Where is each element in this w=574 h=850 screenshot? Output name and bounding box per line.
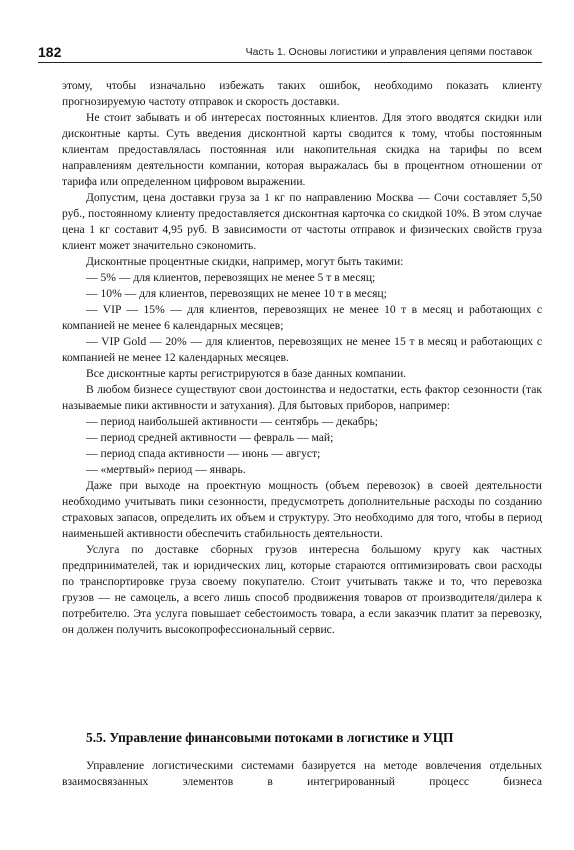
paragraph-8: Услуга по доставке сборных грузов интересна большому кругу как частных предпринимателей, так и юридических лиц, которые стараются оптимизировать свои расходы по транспортировке груза своему покупателю. Стоит учитывать также и то, что перевозка грузов — не самоцель, а всего лишь способ продвижения товаров от производителя/дилера к потребителю. Эта услуга повышает себестоимость товара, а если заказчик платит за перевозку, он должен получить высокопрофессиональный сервис. [62,543,542,636]
discount-item-1: — 5% — для клиентов, перевозящих не менее 5 т в месяц; [86,271,376,284]
discount-item-2: — 10% — для клиентов, перевозящих не менее 10 т в месяц; [86,287,387,300]
paragraph-4: Дисконтные процентные скидки, например, могут быть такими: [86,255,404,268]
period-item-1: — период наибольшей активности — сентябрь — декабрь; [86,415,379,428]
period-item-2: — период средней активности — февраль — май; [86,431,334,444]
paragraph-5: Все дисконтные карты регистрируются в базе данных компании. [86,367,407,380]
section-paragraph-1: Управление логистическими системами базируется на методе вовлечения отдельных взаимосвязанных элементов в интегрированный процесс бизнеса [62,759,542,788]
page-header [38,44,542,63]
paragraph-2: Не стоит забывать и об интересах постоянных клиентов. Для этого вводятся скидки или дисконтные карты. Суть введения дисконтной карты сводится к тому, чтобы постоянным клиентам предоставлялась постоянная или накопительная скидка на тарифы по всем направлениям деятельности компании, которая выражалась бы в процентном отношении от тарифа или определенном цифровом выражении. [62,111,542,188]
page-number: 182 [38,44,62,60]
paragraph-6: В любом бизнесе существуют свои достоинства и недостатки, есть фактор сезонности (так называемые пики активности и затухания). Для бытовых приборов, например: [62,383,542,412]
section-body [62,758,542,790]
period-item-4: — «мертвый» период — январь. [86,463,246,476]
body-text [62,78,542,638]
paragraph-1: этому, чтобы изначально избежать таких ошибок, необходимо показать клиенту прогнозируемую частоту отправок и скорость доставки. [62,79,542,108]
paragraph-3: Допустим, цена доставки груза за 1 кг по направлению Москва — Сочи составляет 5,50 руб., постоянному клиенту предоставляется дисконтная карточка со скидкой 10%. В этом случае цена 1 кг составит 4,95 руб. В зависимости от частоты отправок и физических свойств груза клиент может значительно сэкономить. [62,191,542,252]
paragraph-7: Даже при выходе на проектную мощность (объем перевозок) в своей деятельности необходимо учитывать пики сезонности, предусмотреть дополнительные расходы по созданию страховых запасов, определить их объем и структуру. Это необходимо для того, чтобы в период наименьшей активности обеспечить стабильность деятельности. [62,479,542,540]
discount-item-3: — VIP — 15% — для клиентов, перевозящих не менее 10 т в месяц и работающих с компанией не менее 6 календарных месяцев; [62,303,542,332]
running-head: Часть 1. Основы логистики и управления цепями поставок [245,46,532,58]
section-heading: 5.5. Управление финансовыми потоками в логистике и УЦП [86,730,454,745]
period-item-3: — период спада активности — июнь — август; [86,447,321,460]
discount-item-4: — VIP Gold — 20% — для клиентов, перевозящих не менее 15 т в месяц и работающих с компанией не менее 12 календарных месяцев. [62,335,542,364]
